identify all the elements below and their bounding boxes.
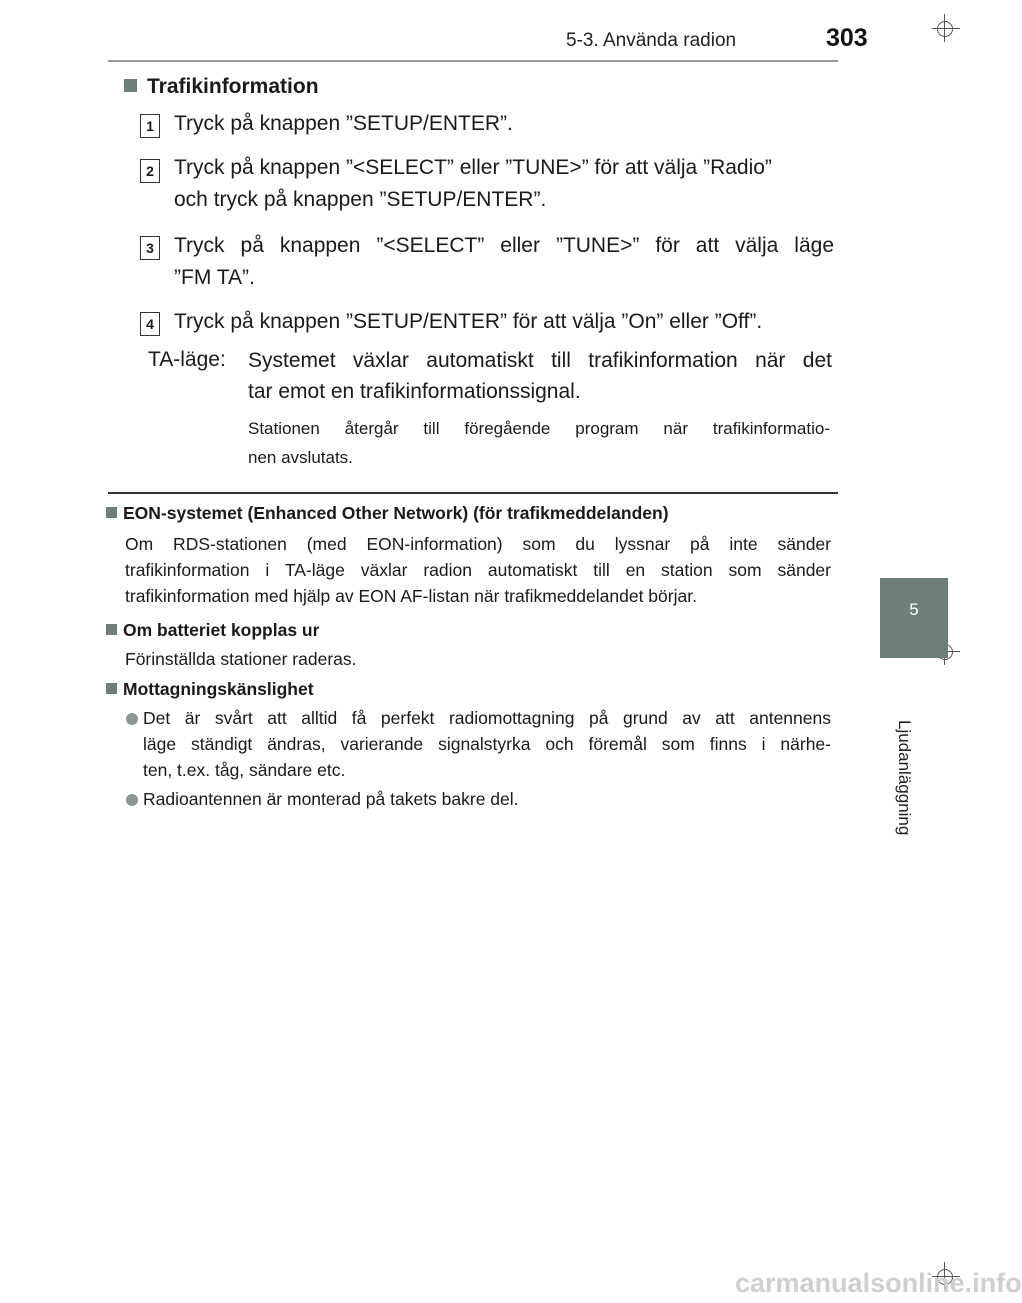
reception-bullet-2: Radioantennen är monterad på takets bakre del. [143,789,519,809]
ta-mode-line-1: Systemet växlar automatiskt till trafikinformation när det [248,349,832,372]
step-2-line-2: och tryck på knappen ”SETUP/ENTER”. [174,188,547,211]
ta-note-line-2: nen avslutats. [248,448,353,467]
square-bullet-icon [124,79,137,92]
step-4-text: Tryck på knappen ”SETUP/ENTER” för att välja ”On” eller ”Off”. [174,310,763,333]
reception-note-title-text: Mottagningskänslighet [123,679,314,699]
square-bullet-icon [106,507,117,518]
step-3-line-2: ”FM TA”. [174,266,255,289]
section-title-text: Trafikinformation [147,75,319,98]
reception-bullet-1-line-1: Det är svårt att alltid få perfekt radiomottagning på grund av att antennens [143,708,831,728]
eon-note-title [106,503,669,524]
eon-note-title-text: EON-systemet (Enhanced Other Network) (för trafikmeddelanden) [123,503,669,523]
ta-note-line-1: Stationen återgår till föregående program när trafikinformatio- [248,419,830,438]
chapter-tab-label: Ljudanläggning [895,720,914,836]
chapter-tab-number: 5 [909,600,919,619]
header-rule [108,60,838,62]
battery-note-title [106,620,319,641]
section-title [124,75,319,99]
ta-mode-label: TA-läge: [148,348,226,371]
battery-note-text: Förinställda stationer raderas. [125,649,357,669]
round-bullet-icon [126,713,138,725]
round-bullet-icon [126,794,138,806]
reception-bullet-1-line-2: läge ständigt ändras, varierande signalstyrka och föremål som finns i närhe- [143,734,831,754]
eon-note-line-2: trafikinformation i TA-läge växlar radion automatiskt till en station som sänder [125,560,831,580]
section-divider [108,492,838,494]
reception-bullet-1-line-3: ten, t.ex. tåg, sändare etc. [143,760,346,780]
ta-mode-line-2: tar emot en trafikinformationssignal. [248,380,581,403]
battery-note-title-text: Om batteriet kopplas ur [123,620,320,640]
reception-note-title [106,679,314,700]
square-bullet-icon [106,683,117,694]
step-2-line-1: Tryck på knappen ”<SELECT” eller ”TUNE>” för att välja ”Radio” [174,156,772,179]
running-header-section: 5-3. Använda radion [566,30,737,51]
square-bullet-icon [106,624,117,635]
eon-note-line-3: trafikinformation med hjälp av EON AF-listan när trafikmeddelandet börjar. [125,586,697,606]
step-number-4: 4 [140,312,160,336]
step-number-1: 1 [140,114,160,138]
watermark: carmanualsonline.info [735,1268,1022,1298]
page-number: 303 [826,24,868,52]
eon-note-line-1: Om RDS-stationen (med EON-information) som du lyssnar på inte sänder [125,534,831,554]
step-number-2: 2 [140,159,160,183]
step-number-3: 3 [140,236,160,260]
step-1-text: Tryck på knappen ”SETUP/ENTER”. [174,112,513,135]
step-3-line-1: Tryck på knappen ”<SELECT” eller ”TUNE>” för att välja läge [174,234,834,257]
